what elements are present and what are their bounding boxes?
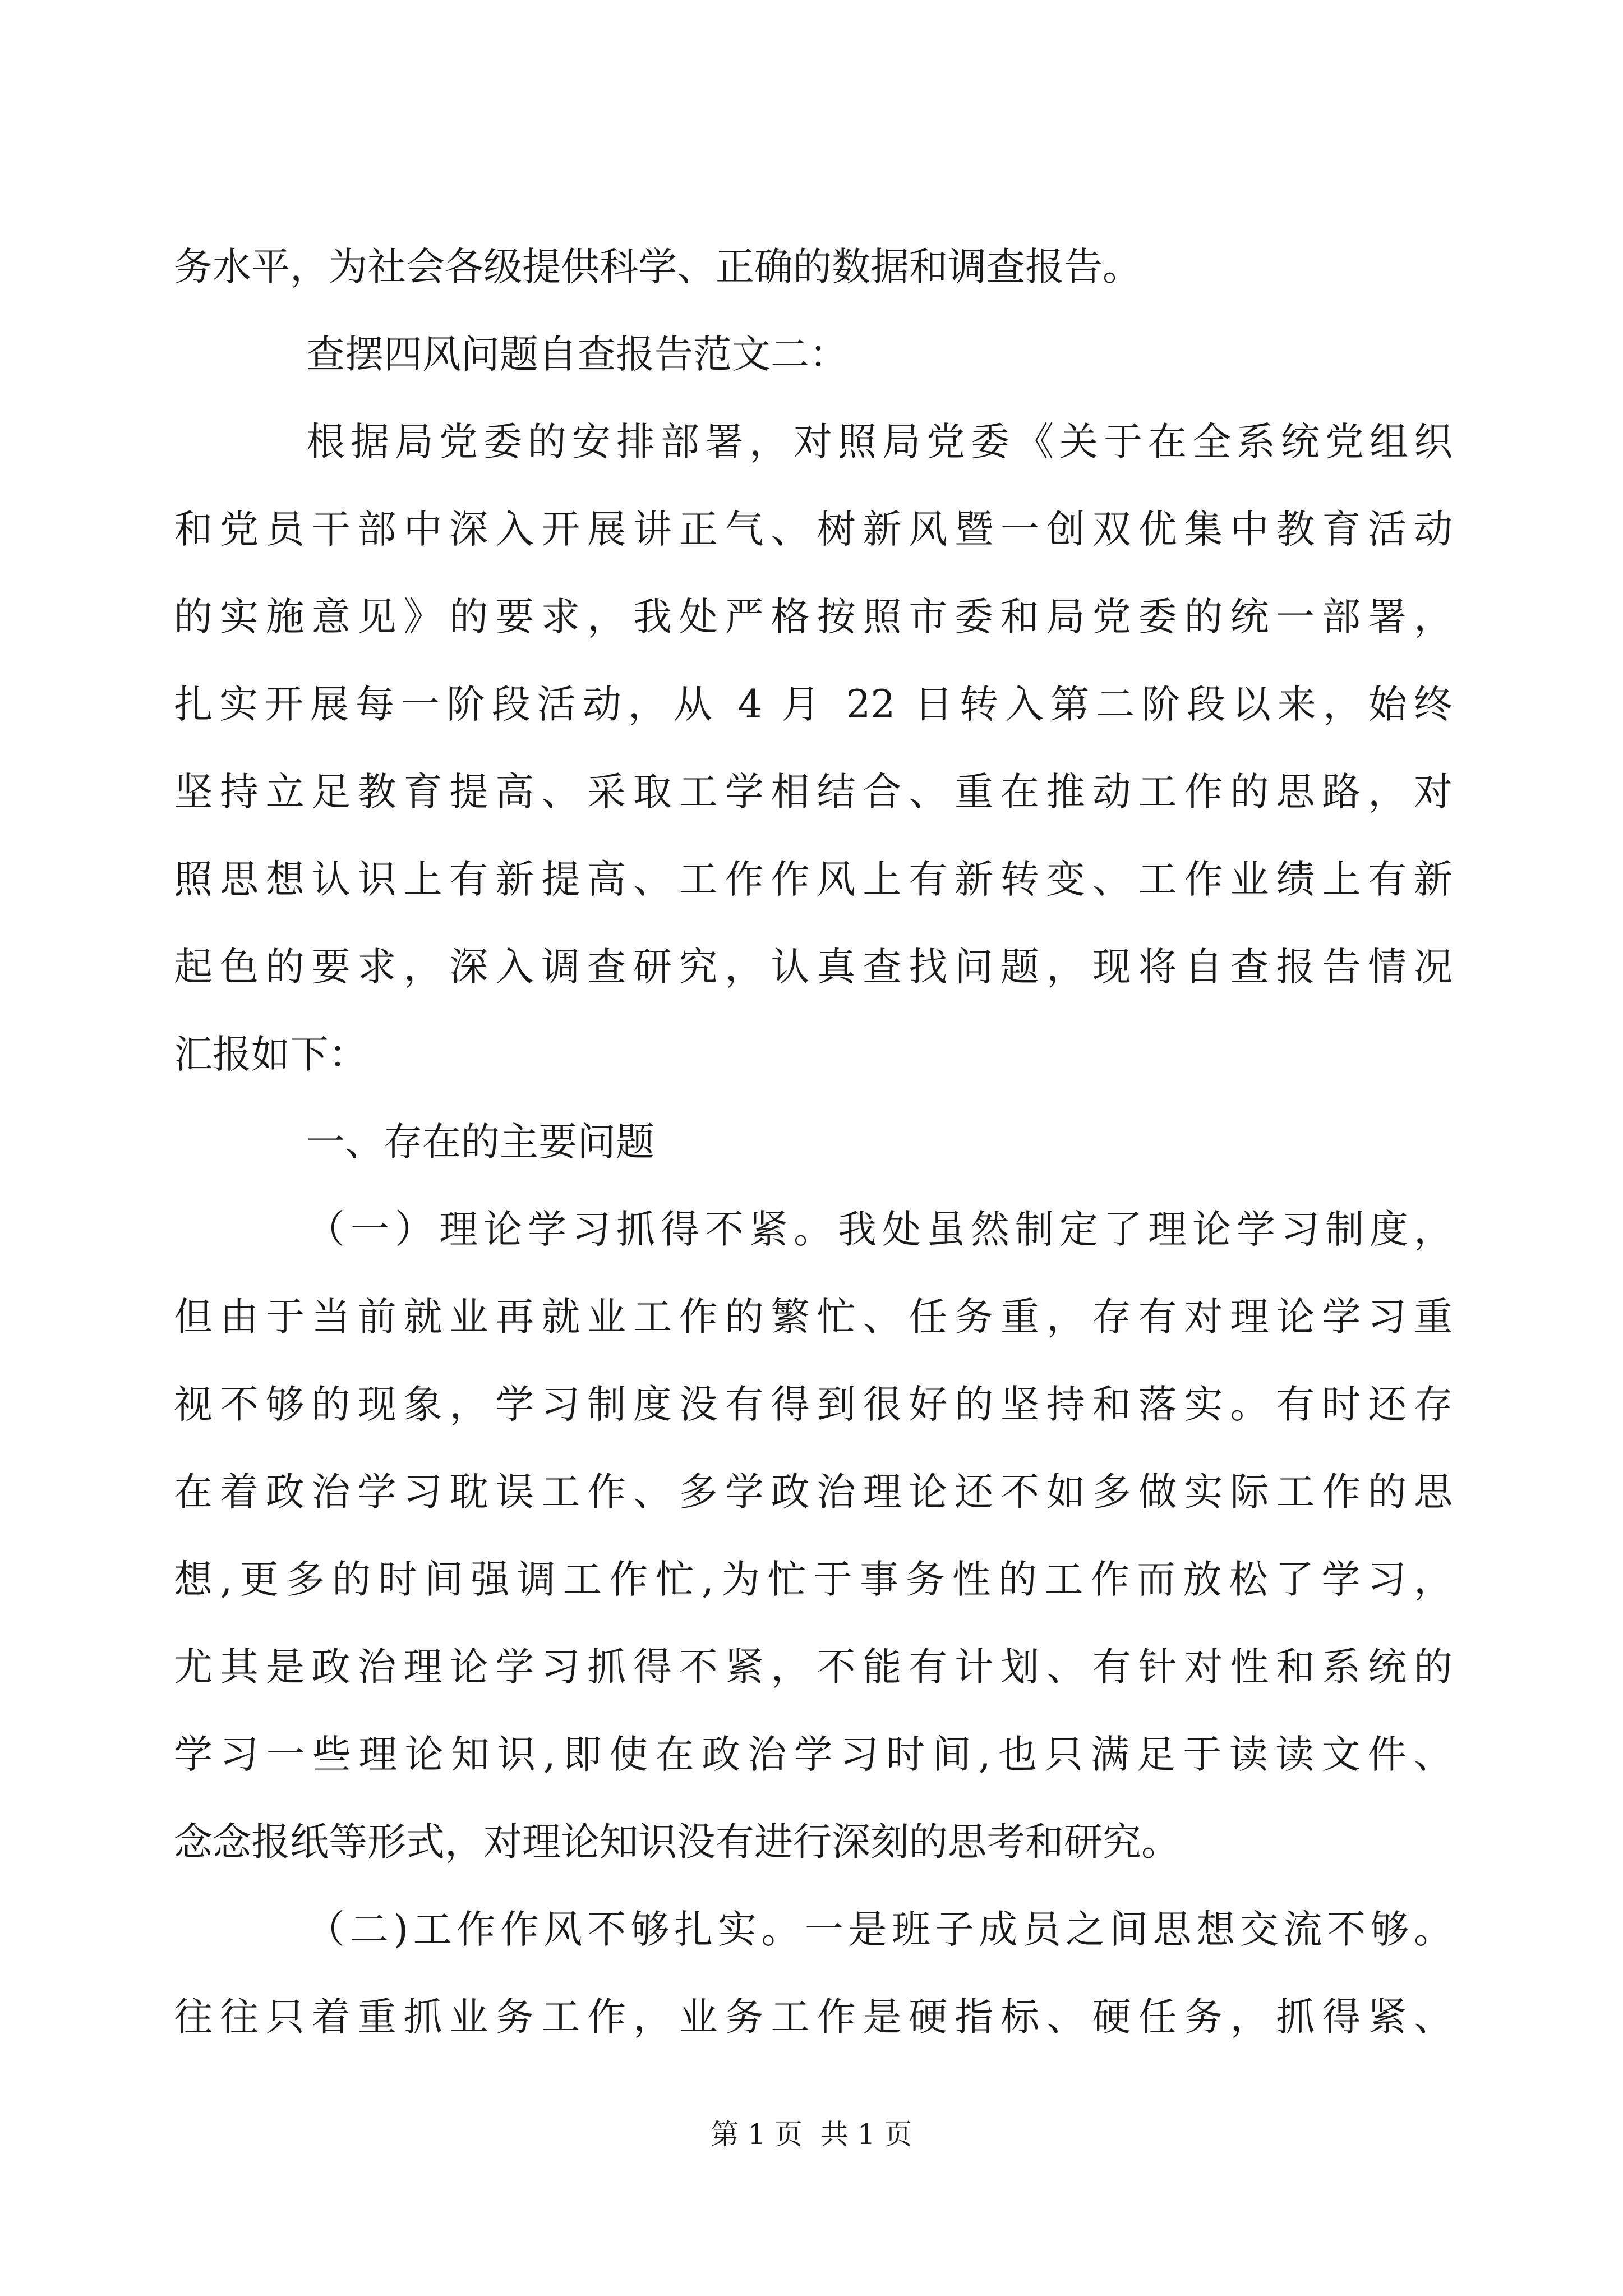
paragraph-line: 往往只着重抓业务工作，业务工作是硬指标、硬任务，抓得紧、 [174, 1995, 1453, 2040]
paragraph-line: 照思想认识上有新提高、工作作风上有新转变、工作业绩上有新 [174, 857, 1453, 902]
paragraph-line: 念念报纸等形式，对理论知识没有进行深刻的思考和研究。 [174, 1820, 1180, 1865]
paragraph-line: 起色的要求，深入调查研究，认真查找问题，现将自查报告情况 [174, 945, 1453, 990]
section-heading: 一、存在的主要问题 [306, 1120, 654, 1165]
paragraph-line: 视不够的现象，学习制度没有得到很好的坚持和落实。有时还存 [174, 1382, 1453, 1427]
page-number-footer: 第 1 页 共 1 页 [711, 2118, 912, 2151]
paragraph-line: （二)工作作风不够扎实。一是班子成员之间思想交流不够。 [306, 1907, 1453, 1952]
document-body [174, 223, 1453, 2061]
paragraph-line: 务水平，为社会各级提供科学、正确的数据和调查报告。 [174, 245, 1141, 289]
paragraph-line: 尤其是政治理论学习抓得不紧，不能有计划、有针对性和系统的 [174, 1645, 1453, 1690]
paragraph-line: 学习一些理论知识,即使在政治学习时间,也只满足于读读文件、 [174, 1732, 1453, 1777]
paragraph-line: 根据局党委的安排部署，对照局党委《关于在全系统党组织 [306, 420, 1453, 464]
paragraph-line: 但由于当前就业再就业工作的繁忙、任务重，存有对理论学习重 [174, 1295, 1453, 1340]
section-heading: 查摆四风问题自查报告范文二： [306, 332, 848, 377]
paragraph-line: 汇报如下： [174, 1032, 367, 1077]
paragraph-line: 扎实开展每一阶段活动，从 4 月 22 日转入第二阶段以来，始终 [174, 682, 1453, 727]
paragraph-line: 想,更多的时间强调工作忙,为忙于事务性的工作而放松了学习， [174, 1557, 1453, 1602]
paragraph-line: 和党员干部中深入开展讲正气、树新风暨一创双优集中教育活动 [174, 507, 1453, 552]
paragraph-line: （一）理论学习抓得不紧。我处虽然制定了理论学习制度， [306, 1207, 1453, 1252]
paragraph-line: 在着政治学习耽误工作、多学政治理论还不如多做实际工作的思 [174, 1470, 1453, 1515]
paragraph-line: 坚持立足教育提高、采取工学相结合、重在推动工作的思路，对 [174, 770, 1453, 815]
paragraph-line: 的实施意见》的要求，我处严格按照市委和局党委的统一部署， [174, 595, 1453, 639]
